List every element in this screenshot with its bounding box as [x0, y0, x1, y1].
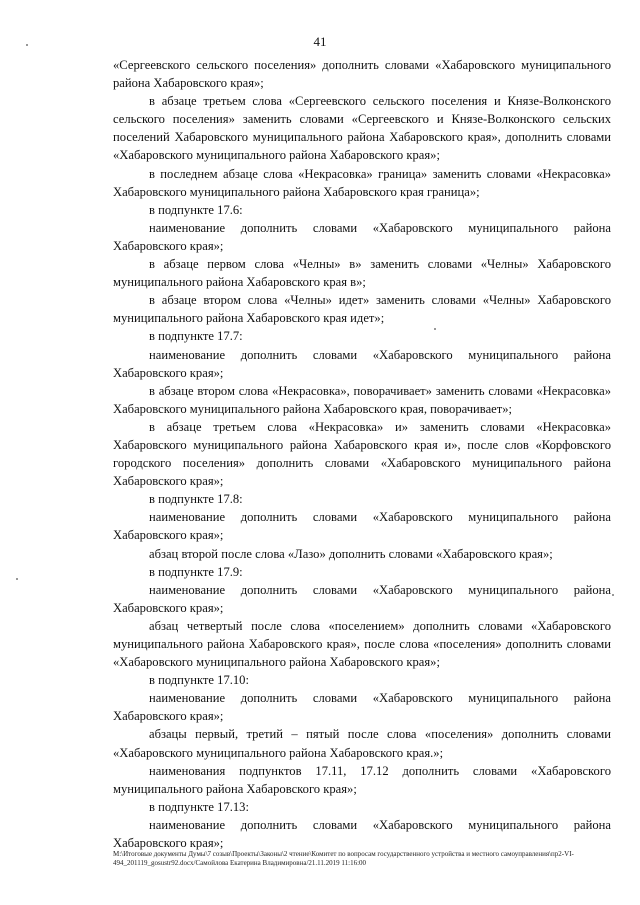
footer-line-1: М:\Итоговые документы Думы\7 созыв\Проекты\Законы\2 чтение\Комитет по вопросам государственного устройства и местного самоуправления\пр2-VI- — [113, 850, 574, 858]
page-number: 41 — [313, 34, 327, 49]
paragraph: в подпункте 17.13: — [149, 799, 249, 814]
paragraph: в подпункте 17.9: — [149, 564, 243, 579]
paragraph: абзацы первый, третий – пятый после слова «поселения» дополнить словами «Хабаровского муниципального района Хабаровского края.»; — [113, 727, 611, 760]
paragraph: в абзаце третьем слова «Некрасовка» и» заменить словами «Некрасовка» Хабаровского муниципального района Хабаровского края и», после слов «Корфовского городского поселения» дополнить словами «Хабаровского муниципального района Хабаровского края»; — [113, 419, 611, 489]
scan-speck — [26, 44, 28, 46]
paragraph: в абзаце первом слова «Челны» в» заменить словами «Челны» Хабаровского муниципального района Хабаровского края в»; — [113, 257, 611, 290]
paragraph: в подпункте 17.6: — [149, 202, 243, 217]
paragraph: «Сергеевского сельского поселения» дополнить словами «Хабаровского муниципального района Хабаровского края»; — [113, 58, 611, 91]
scan-speck — [612, 594, 614, 596]
scan-speck — [16, 578, 18, 580]
paragraph: наименование дополнить словами «Хабаровского муниципального района Хабаровского края»; — [113, 817, 611, 851]
paragraph: наименование дополнить словами «Хабаровского муниципального района Хабаровского края»; — [113, 347, 611, 380]
paragraph: в подпункте 17.7: — [149, 329, 243, 344]
paragraph: в подпункте 17.8: — [149, 492, 243, 507]
paragraph: в абзаце третьем слова «Сергеевского сельского поселения и Князе-Волконского сельского поселения» заменить словами «Сергеевского и Князе-Волконского сельских поселений Хабаровского муниципального района Хабаровского края», дополнить словами «Хабаровского муниципального района Хабаровского края»; — [113, 94, 611, 163]
scan-speck — [434, 328, 436, 330]
paragraph: наименование дополнить словами «Хабаровского муниципального района Хабаровского края»; — [113, 691, 611, 724]
document-body — [113, 56, 611, 852]
file-path-footer — [113, 850, 623, 868]
paragraph: наименование дополнить словами «Хабаровского муниципального района Хабаровского края»; — [113, 220, 611, 253]
footer-line-2: 494_201119_gosustr92.docx/Самойлова Екатерина Владимировна/21.11.2019 11:16:00 — [113, 859, 367, 867]
paragraph: в последнем абзаце слова «Некрасовка» граница» заменить словами «Некрасовка» Хабаровского муниципального района Хабаровского края граница»; — [113, 166, 611, 199]
paragraph: в абзаце втором слова «Некрасовка», поворачивает» заменить словами «Некрасовка» Хабаровского муниципального района Хабаровского края, поворачивает»; — [113, 383, 611, 416]
paragraph: наименование дополнить словами «Хабаровского муниципального района Хабаровского края»; — [113, 582, 611, 615]
paragraph: в абзаце втором слова «Челны» идет» заменить словами «Челны» Хабаровского муниципального района Хабаровского края идет»; — [113, 293, 611, 326]
paragraph: наименование дополнить словами «Хабаровского муниципального района Хабаровского края»; — [113, 510, 611, 543]
paragraph: абзац второй после слова «Лазо» дополнить словами «Хабаровского края»; — [149, 546, 553, 561]
paragraph: наименования подпунктов 17.11, 17.12 дополнить словами «Хабаровского муниципального района Хабаровского края»; — [113, 763, 611, 796]
paragraph: в подпункте 17.10: — [149, 673, 249, 688]
paragraph: абзац четвертый после слова «поселением» дополнить словами «Хабаровского муниципального района Хабаровского края», после слова «поселения» дополнить словами «Хабаровского муниципального района Хабаровского края»; — [113, 618, 611, 670]
